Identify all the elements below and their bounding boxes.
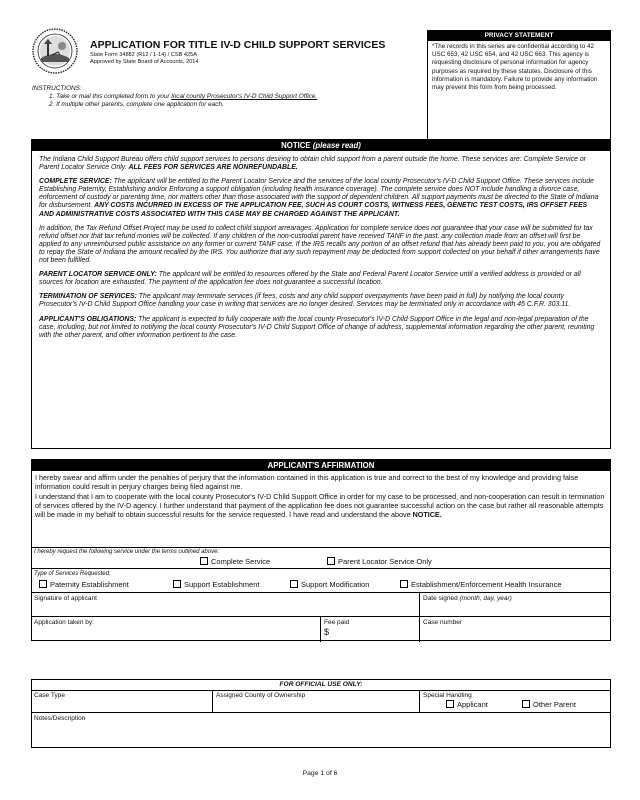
tax-offset-paragraph: In addition, the Tax Refund Offset Project may be used to collect child support arrearages. Application for complete service does not guarantee that your case will be submitted for tax refund offset nor that tax refund monies will be collected. If any children of the non-custodial parent have received TANF in the past, any collection made from an offset will first be applied to any unreimbursed public assistance on any former or current TANF case. If the IRS recalls any portion of an offset refund that has already been paid to you, you are obligated to repay the State of Indiana the amount recalled by the IRS. You authorize that any such repayment may be deducted from support collected on your behalf if other arrangements have not been fulfilled. — [39, 224, 601, 265]
health-insurance-option-label: Establishment/Enforcement Health Insurance — [411, 580, 562, 589]
official-use-section — [31, 679, 611, 748]
notice-intro-text: The Indiana Child Support Bureau offers child support services to persons desiring to obtain child support from a parent outside the home. These services are: Complete Service or Parent Locator Service Only. — [39, 156, 586, 172]
taken-by-field[interactable] — [34, 627, 314, 640]
date-signed-cell[interactable] — [419, 593, 610, 616]
service-types-row — [32, 568, 610, 592]
support-modification-option-label: Support Modification — [301, 580, 370, 589]
dollar-sign: $ — [324, 627, 330, 637]
official-use-title: FOR OFFICIAL USE ONLY: — [32, 680, 610, 691]
date-signed-label — [423, 595, 512, 602]
privacy-text: *The records in this series are confidential according to 42 USC 653, 42 USC 654, and 42 USC 663. This agency is requesting disclosure of personal information for agency purposes as required by these statutes. Disclosure of this information is mandatory. Failure to provide any information may prevent this form from being processed. — [432, 43, 598, 92]
checkbox-icon[interactable] — [173, 580, 181, 588]
applicant-option-label: Applicant — [457, 700, 488, 709]
locator-service-checkbox[interactable] — [327, 557, 432, 566]
instructions-label: INSTRUCTIONS: — [32, 85, 82, 92]
complete-service-option-label: Complete Service — [211, 557, 271, 566]
support-establishment-option-label: Support Establishment — [184, 580, 260, 589]
case-number-cell[interactable] — [419, 617, 610, 642]
termination-label: TERMINATION OF SERVICES: — [39, 293, 137, 301]
prosecutor-office-link[interactable]: local county Prosecutor's IV-D Child Support Office. — [171, 93, 318, 100]
checkbox-icon[interactable] — [290, 580, 298, 588]
notice-title-suffix: (please read) — [312, 141, 361, 150]
affirmation-section — [31, 459, 611, 641]
locator-paragraph — [39, 271, 603, 287]
signature-row — [32, 592, 610, 616]
support-modification-checkbox[interactable] — [290, 580, 369, 589]
other-parent-checkbox[interactable] — [522, 700, 576, 709]
paternity-option-label: Paternity Establishment — [50, 580, 129, 589]
indiana-state-seal-icon — [32, 28, 78, 74]
affirmation-para-2 — [35, 492, 607, 520]
fee-paid-cell[interactable] — [320, 617, 420, 642]
instruction-item-1 — [49, 93, 422, 101]
affirmation-para-2-text: I understand that I am to cooperate with the local county Prosecutor's IV-D Child Support Office in order for my case to be processed, and non-cooperation can result in termination of services offered by the IV-D agency. I further understand that payment of the application fee does not guarantee successful action on the case but rather all reasonable attempts will be made in my behalf to obtain successful results for the service requested. I have read and understand the above — [35, 491, 605, 520]
affirmation-para-1: I hereby swear and affirm under the penalties of perjury that the information contained in this application is true and correct to the best of my knowledge and providing false information could result in perjury charges being filed against me. — [35, 473, 579, 492]
checkbox-icon[interactable] — [446, 700, 454, 708]
termination-text: The applicant may terminate services (if fees, costs and any child support overpayments have been paid in full) by notifying the local county Prosecutor's IV-D Child Support Office handling your case in writing that services are no longer desired. Services may be terminated only in accordance with 45 C.F.R. 303.11. — [39, 293, 571, 309]
date-hint: (month, day, year) — [459, 595, 512, 602]
instruction-1-text: 1. Take or mail this completed form to your — [49, 93, 172, 100]
notice-section — [31, 139, 611, 449]
form-number: State Form 34882 (R12 / 1-14) / CSB 425A — [90, 52, 197, 58]
notice-title-bar — [32, 140, 610, 151]
paternity-checkbox[interactable] — [39, 580, 129, 589]
complete-service-checkbox[interactable] — [200, 557, 270, 566]
special-handling-cell — [419, 690, 610, 712]
privacy-title: PRIVACY STATEMENT — [428, 31, 610, 41]
checkbox-icon[interactable] — [200, 557, 208, 565]
checkbox-icon[interactable] — [327, 557, 335, 565]
obligations-text: The applicant is expected to fully cooperate with the local county Prosecutor's IV-D Child Support Office in the legal and non-legal preparation of the case, including, but not limited to notifying the local county Prosecutor's IV-D Child Support Office of change of address, supplemental information regarding the other parent, reuniting with the other parent, and other information pertinent to the case. — [39, 315, 595, 339]
locator-text: The applicant will be entitled to resources offered by the State and Federal Parent Locator Service until a verified address is provided or all sources for location are exhausted. The payment of the application fee does not guarantee a successful location. — [39, 271, 581, 287]
approval-text: Approved by State Board of Accounts, 2014 — [90, 59, 199, 65]
locator-service-option-label: Parent Locator Service Only — [338, 557, 432, 566]
complete-service-text: The applicant will be entitled to the Parent Locator Service and the services of the local county Prosecutor's IV-D Child Support Office. These services include Establishing Paternity, Establishing and/or Enforcing a support obligation (including health insurance coverage). The complete service does NOT include handling a divorce case, enforcement of custody or parenting time, nor matters other than those associated with the support of dependent children. All support payments must be directed to the State of Indiana for disbursement. — [39, 178, 599, 210]
complete-service-label: COMPLETE SERVICE: — [39, 178, 112, 186]
page-number: Page 1 of 6 — [302, 770, 338, 777]
termination-paragraph — [39, 293, 603, 309]
health-insurance-checkbox[interactable] — [400, 580, 562, 589]
service-types-label: Type of Services Requested: — [34, 571, 111, 577]
official-use-row — [32, 690, 610, 712]
service-request-label: I hereby request the following service under the terms outlined above: — [34, 549, 220, 555]
special-handling-label: Special Handling — [423, 692, 472, 699]
case-number-label: Case number — [423, 619, 463, 626]
complete-service-bold: ANY COSTS INCURRED IN EXCESS OF THE APPLICATION FEE, SUCH AS COURT COSTS, WITNESS FEES, GENETIC TEST COSTS, IRS OFFSET FEES AND ADMINISTRATIVE COSTS ASSOCIATED WITH THIS CASE MAY BE CHARGED AGAINST THE APPLICANT. — [39, 202, 588, 218]
instruction-item-2: 2. If multiple other parents, complete one application for each. — [49, 101, 224, 108]
application-taken-row — [32, 616, 610, 642]
form-title: APPLICATION FOR TITLE IV-D CHILD SUPPORT SERVICES — [90, 39, 386, 51]
notice-intro — [39, 156, 603, 172]
checkbox-icon[interactable] — [39, 580, 47, 588]
date-label-text: Date signed — [423, 595, 458, 602]
support-establishment-checkbox[interactable] — [173, 580, 259, 589]
notes-row[interactable] — [32, 712, 610, 748]
applicant-checkbox[interactable] — [446, 700, 488, 709]
obligations-label: APPLICANT'S OBLIGATIONS: — [39, 315, 137, 323]
taken-by-label: Application taken by: — [34, 619, 94, 626]
privacy-statement-box — [427, 30, 611, 146]
checkbox-icon[interactable] — [522, 700, 530, 708]
notes-label: Notes/Description — [34, 715, 86, 722]
notice-intro-bold: ALL FEES FOR SERVICES ARE NONREFUNDABLE. — [128, 164, 298, 172]
fee-paid-label: Fee paid — [324, 619, 350, 626]
affirmation-title: APPLICANT'S AFFIRMATION — [32, 460, 610, 471]
case-type-label: Case Type — [34, 692, 65, 699]
affirmation-notice-bold: NOTICE. — [412, 510, 442, 520]
obligations-paragraph — [39, 316, 603, 340]
complete-service-paragraph — [39, 178, 603, 218]
checkbox-icon[interactable] — [400, 580, 408, 588]
county-label: Assigned County of Ownership — [216, 692, 306, 699]
other-parent-option-label: Other Parent — [533, 700, 576, 709]
notice-title: NOTICE — [281, 141, 311, 150]
county-cell[interactable] — [212, 690, 420, 712]
instructions — [32, 85, 422, 109]
signature-field[interactable] — [34, 603, 414, 615]
locator-label: PARENT LOCATOR SERVICE ONLY: — [39, 271, 157, 279]
signature-label: Signature of applicant — [34, 595, 97, 602]
service-request-row — [32, 547, 610, 568]
